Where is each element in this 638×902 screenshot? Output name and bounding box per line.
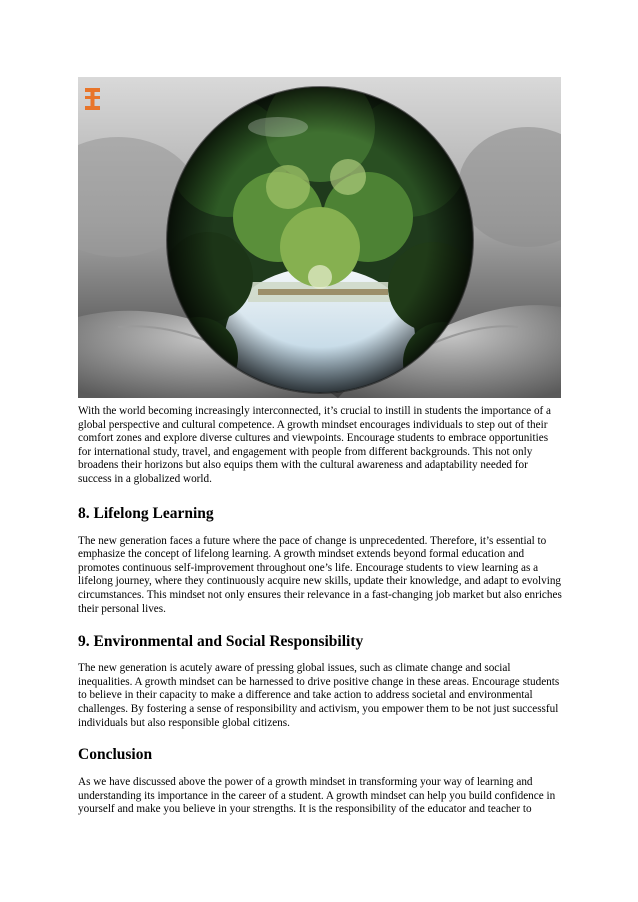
article-body	[78, 405, 563, 817]
brand-logo-icon	[85, 88, 100, 110]
heading-conclusion: Conclusion	[78, 746, 153, 764]
crystal-ball-photo	[78, 77, 561, 398]
paragraph-global-perspective: With the world becoming increasingly interconnected, it’s crucial to instill in students the importance of a global perspective and cultural competence. A growth mindset encourages individuals to step out of their comfort zones and explore diverse cultures and viewpoints. Encourage students to embrace opportunities for international study, travel, and engagement with people from different backgrounds. This not only broadens their horizons but also equips them with the cultural awareness and adaptability needed for success in a globalized world.	[78, 405, 552, 485]
heading-environmental-social: 9. Environmental and Social Responsibility	[78, 633, 364, 651]
paragraph-environmental-social: The new generation is acutely aware of pressing global issues, such as climate change and social inequalities. A growth mindset can be harnessed to drive positive change in these areas. Encourage students to believe in their capacity to make a difference and take action to address societal and environmental challenges. By fostering a sense of responsibility and activism, you empower them to be not just successful individuals but also responsible global citizens.	[78, 662, 560, 729]
heading-lifelong-learning: 8. Lifelong Learning	[78, 504, 214, 522]
paragraph-conclusion: As we have discussed above the power of a growth mindset in transforming your way of learning and understanding its importance in the career of a student. A growth mindset can help you build confidence in yourself and make you believe in your strengths. It is the responsibility of the educator and teacher to	[78, 776, 556, 816]
hero-image	[78, 77, 561, 398]
paragraph-lifelong-learning: The new generation faces a future where the pace of change is unprecedented. Therefore, it’s essential to emphasize the concept of lifelong learning. A growth mindset extends beyond formal education and promotes continuous self-improvement throughout one’s life. Encourage students to view learning as a lifelong journey, where they continuously acquire new skills, update their knowledge, and adapt to evolving circumstances. This mindset not only ensures their relevance in a fast-changing job market but also enriches their personal lives.	[78, 534, 562, 615]
